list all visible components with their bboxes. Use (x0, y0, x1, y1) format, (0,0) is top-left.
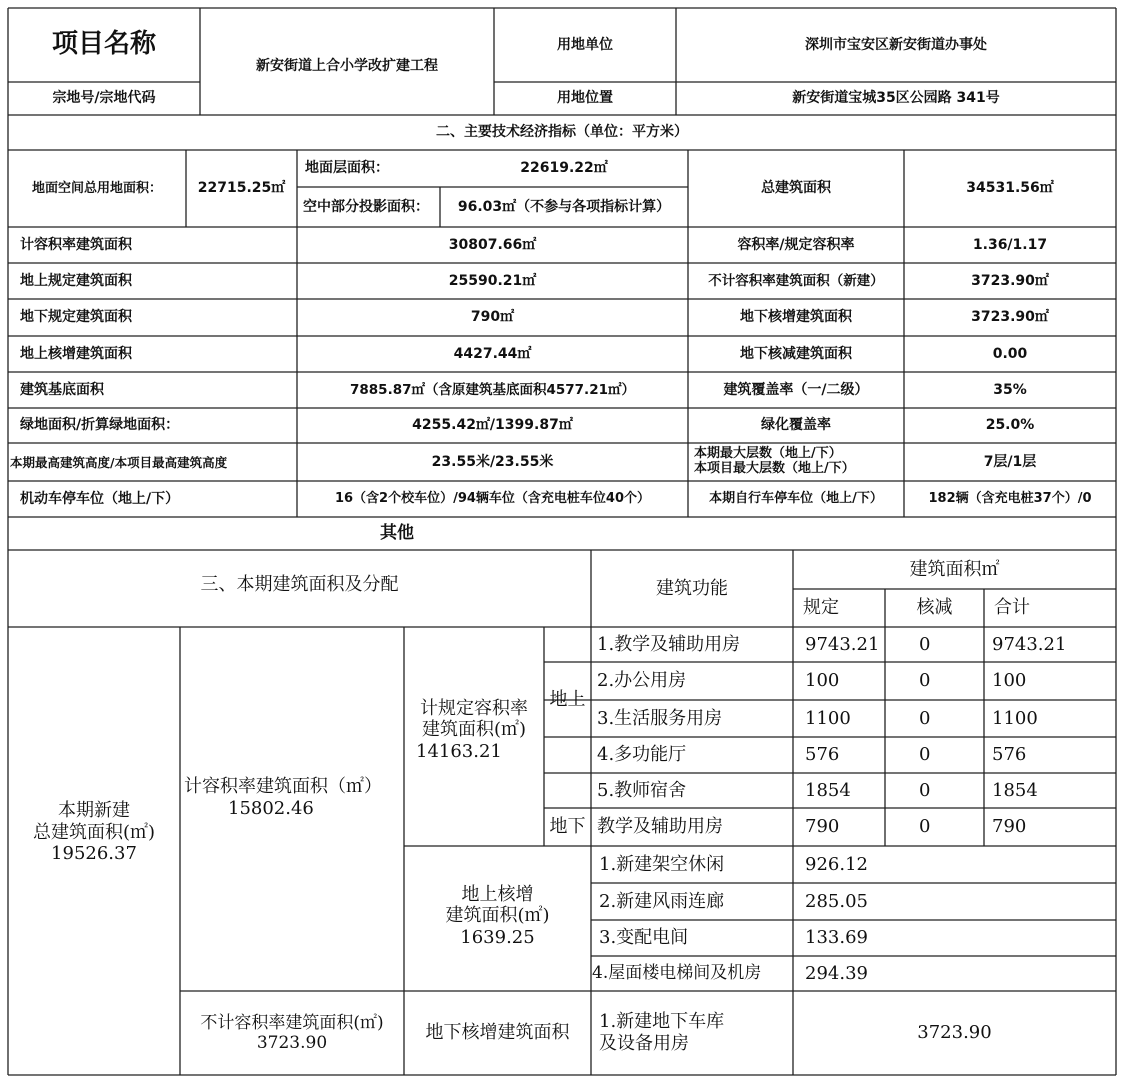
underground-total-value: 22715.25㎡ (197, 180, 286, 197)
other-label: 其他 (380, 523, 414, 544)
indicator-value: 25590.21㎡ (448, 272, 537, 289)
project-name-value: 新安街道上合小学改扩建工程 (256, 58, 438, 75)
above-ground-label: 地上 (549, 689, 586, 711)
garage-line1: 1.新建地下车库 (599, 1011, 725, 1033)
col-reduce-header: 核减 (916, 597, 953, 619)
spec-value: 1100 (805, 707, 851, 729)
indicator-value: 7层/1层 (983, 453, 1037, 470)
non-far-area (180, 991, 404, 1075)
below-ground-label: 地下 (549, 816, 586, 838)
garage-function (591, 991, 793, 1075)
indicator-value: 25.0% (985, 417, 1035, 434)
indicator-label: 地下规定建筑面积 (20, 309, 132, 326)
indicator-value: 182辆（含充电桩37个）/0 (928, 491, 1092, 507)
core-function-value: 294.39 (805, 962, 868, 984)
underground-core-label: 地下核增建筑面积 (425, 1022, 570, 1044)
indicator-value: 3723.90㎡ (971, 309, 1049, 326)
land-location-value: 新安街道宝城35区公园路 341号 (792, 90, 1000, 107)
indicator-value: 3723.90㎡ (971, 272, 1049, 289)
total-area-label: 总建筑面积 (761, 180, 831, 197)
spec-value: 9743.21 (805, 633, 880, 655)
spec-value: 1854 (805, 779, 851, 801)
air-projection-label: 空中部分投影面积： (303, 198, 429, 215)
indicator-value: 1.36/1.17 (972, 236, 1048, 253)
indicator-label: 本期自行车停车位（地上/下） (709, 491, 883, 507)
function-header: 建筑功能 (656, 577, 728, 599)
spec-value: 100 (805, 670, 840, 692)
air-projection-value: 96.03㎡（不参与各项指标计算） (457, 198, 671, 215)
far-value: 15802.46 (228, 798, 314, 819)
total-value: 9743.21 (992, 633, 1067, 655)
indicator-label: 建筑覆盖率（一/二级） (723, 381, 869, 398)
reduce-value: 0 (919, 816, 931, 838)
indicator-label: 绿化覆盖率 (761, 417, 831, 434)
reduce-value: 0 (919, 633, 931, 655)
total-value: 100 (992, 670, 1027, 692)
project-name-label: 项目名称 (51, 29, 156, 60)
indicator-value: 7885.87㎡（含原建筑基底面积4577.21㎡） (350, 381, 635, 398)
new-total-line2: 总建筑面积(㎡) (32, 821, 156, 843)
max-floors-current-label: 本期最大层数（地上/下） (694, 446, 842, 462)
garage-line2: 及设备用房 (599, 1033, 689, 1054)
indicator-label: 地下核增建筑面积 (740, 309, 852, 326)
total-value: 1100 (992, 707, 1038, 729)
function-name: 教学及辅助用房 (597, 816, 723, 838)
core-function-value: 926.12 (805, 853, 868, 875)
indicator-label: 地上核增建筑面积 (20, 345, 132, 362)
core-line2: 建筑面积(㎡) (445, 905, 550, 927)
function-name: 1.教学及辅助用房 (597, 633, 741, 655)
indicator-value: 35% (993, 381, 1027, 398)
total-value: 1854 (992, 779, 1038, 801)
section3-title: 三、本期建筑面积及分配 (200, 573, 399, 595)
core-increase-area (404, 876, 591, 956)
spec-far-area (404, 690, 544, 770)
core-function-value: 285.05 (805, 890, 868, 912)
new-total-line1: 本期新建 (58, 800, 130, 822)
indicator-label: 不计容积率建筑面积（新建） (708, 272, 884, 289)
core-function-name: 2.新建风雨连廊 (599, 890, 725, 912)
underground-total-label: 地面空间总用地面积： (31, 180, 162, 196)
spec-far-line2: 建筑面积(㎡) (421, 719, 527, 741)
core-line1: 地上核增 (461, 883, 534, 905)
core-function-name: 1.新建架空休闲 (599, 853, 725, 875)
indicator-value: 4255.42㎡/1399.87㎡ (412, 417, 573, 434)
area-header: 建筑面积㎡ (909, 558, 1000, 580)
spec-far-value: 14163.21 (416, 740, 502, 762)
indicator-value: 30807.66㎡ (448, 236, 537, 253)
indicator-value: 16（含2个校车位）/94辆车位（含充电桩车位40个） (334, 491, 651, 507)
land-location-label: 用地位置 (557, 90, 613, 107)
reduce-value: 0 (919, 670, 931, 692)
indicator-value: 4427.44㎡ (453, 345, 532, 362)
indicator-label (688, 443, 904, 481)
indicator-label: 绿地面积/折算绿地面积： (20, 417, 180, 434)
function-name: 5.教师宿舍 (597, 779, 687, 801)
indicator-label: 地上规定建筑面积 (20, 272, 132, 289)
max-floors-project-label: 本项目最大层数（地上/下） (694, 461, 855, 476)
indicator-label: 计容积率建筑面积 (20, 236, 132, 253)
spec-value: 576 (805, 744, 840, 766)
spec-far-line1: 计规定容积率 (420, 697, 528, 719)
land-unit-value: 深圳市宝安区新安街道办事处 (805, 36, 987, 53)
parcel-label: 宗地号/宗地代码 (52, 90, 156, 107)
spec-value: 790 (805, 816, 840, 838)
core-value: 1639.25 (460, 926, 535, 948)
col-spec-header: 规定 (803, 597, 839, 619)
ground-layer-label: 地面层面积： (305, 160, 389, 177)
reduce-value: 0 (919, 707, 931, 729)
indicator-label: 本期最高建筑高度/本项目最高建筑高度 (10, 454, 228, 470)
section2-title: 二、主要技术经济指标（单位：平方米） (436, 124, 688, 141)
new-total-area (8, 780, 180, 885)
total-value: 576 (992, 744, 1027, 766)
total-area-value: 34531.56㎡ (966, 180, 1054, 197)
core-function-name: 4.屋面楼电梯间及机房 (592, 963, 762, 984)
function-name: 4.多功能厅 (597, 744, 687, 766)
indicator-label: 地下核减建筑面积 (740, 345, 852, 362)
core-function-value: 133.69 (805, 927, 868, 949)
indicator-value: 23.55米/23.55米 (431, 453, 554, 470)
col-total-header: 合计 (994, 597, 1030, 619)
indicator-label: 容积率/规定容积率 (737, 236, 855, 253)
function-name: 2.办公用房 (597, 670, 687, 692)
indicator-label: 机动车停车位（地上/下） (20, 490, 180, 507)
total-value: 790 (992, 816, 1027, 838)
indicator-value: 0.00 (992, 345, 1028, 362)
new-total-value: 19526.37 (51, 843, 137, 865)
far-area (180, 768, 404, 828)
non-far-label: 不计容积率建筑面积(㎡) (200, 1012, 384, 1033)
land-unit-label: 用地单位 (557, 36, 613, 53)
far-label: 计容积率建筑面积（㎡） (184, 776, 382, 798)
indicator-label: 建筑基底面积 (20, 381, 104, 398)
core-function-name: 3.变配电间 (599, 927, 689, 949)
ground-layer-value: 22619.22㎡ (520, 160, 608, 177)
indicator-value: 790㎡ (470, 309, 515, 326)
function-name: 3.生活服务用房 (597, 707, 723, 729)
reduce-value: 0 (919, 744, 931, 766)
non-far-value: 3723.90 (256, 1033, 328, 1053)
garage-value: 3723.90 (917, 1022, 992, 1044)
reduce-value: 0 (919, 779, 931, 801)
